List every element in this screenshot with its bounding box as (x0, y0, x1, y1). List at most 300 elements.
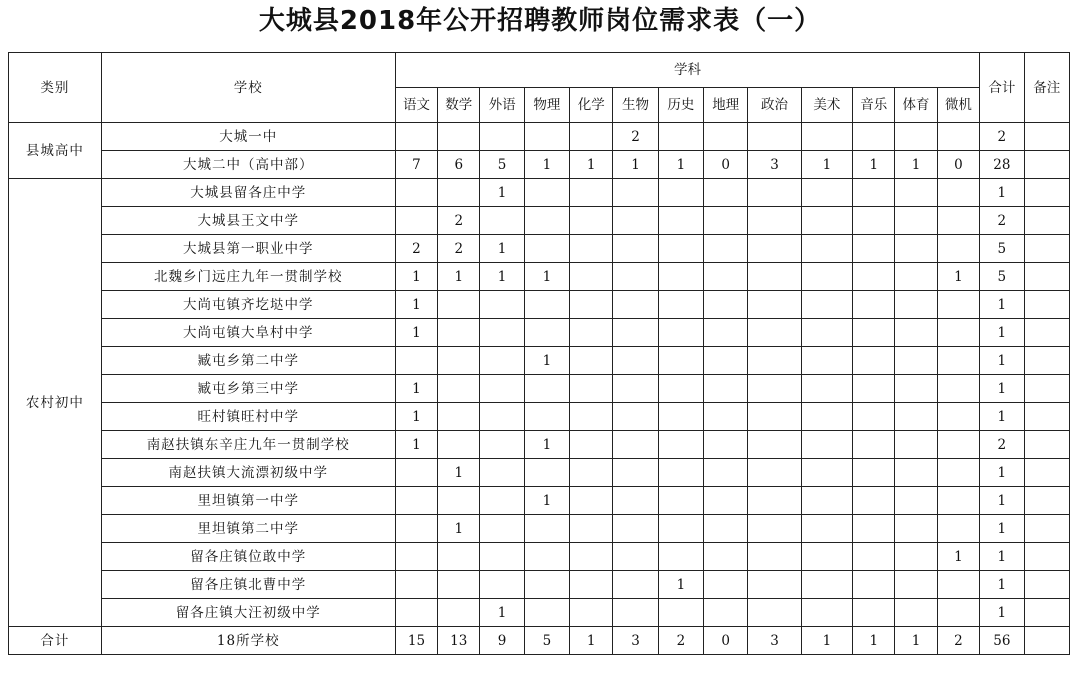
school-name-cell: 南赵扶镇东辛庄九年一贯制学校 (101, 431, 395, 459)
subject-count-cell (438, 599, 480, 627)
subject-count-cell: 6 (438, 151, 480, 179)
subject-count-cell (480, 123, 524, 151)
subject-count-cell (395, 487, 437, 515)
subject-count-cell (748, 543, 801, 571)
subject-count-cell (704, 263, 748, 291)
table-row (9, 375, 1070, 403)
subject-count-cell (704, 375, 748, 403)
subject-count-cell (704, 123, 748, 151)
category-cell: 县城高中 (9, 123, 102, 179)
note-cell (1024, 347, 1070, 375)
subject-count-cell (895, 515, 937, 543)
header-subject: 历史 (658, 88, 703, 123)
subject-count-cell (658, 431, 703, 459)
subject-count-cell (613, 599, 658, 627)
summary-subject-total: 1 (570, 627, 613, 655)
subject-count-cell (480, 207, 524, 235)
subject-count-cell: 1 (395, 375, 437, 403)
subject-count-cell (801, 431, 852, 459)
subject-count-cell (480, 571, 524, 599)
summary-subject-total: 1 (895, 627, 937, 655)
school-name-cell: 留各庄镇北曹中学 (101, 571, 395, 599)
subject-count-cell (480, 347, 524, 375)
subject-count-cell (748, 515, 801, 543)
summary-subject-total: 9 (480, 627, 524, 655)
subject-count-cell (704, 543, 748, 571)
subject-count-cell (480, 375, 524, 403)
subject-count-cell (395, 123, 437, 151)
subject-count-cell (570, 319, 613, 347)
row-total-cell: 2 (980, 431, 1024, 459)
subject-count-cell (801, 375, 852, 403)
subject-count-cell (613, 515, 658, 543)
header-subject: 生物 (613, 88, 658, 123)
subject-count-cell (395, 515, 437, 543)
school-name-cell: 臧屯乡第三中学 (101, 375, 395, 403)
subject-count-cell (801, 543, 852, 571)
school-name-cell: 南赵扶镇大流漂初级中学 (101, 459, 395, 487)
subject-count-cell (570, 179, 613, 207)
subject-count-cell: 5 (480, 151, 524, 179)
subject-count-cell (801, 291, 852, 319)
summary-grand-total: 56 (980, 627, 1024, 655)
subject-count-cell (613, 347, 658, 375)
subject-count-cell (570, 543, 613, 571)
subject-count-cell (480, 431, 524, 459)
row-total-cell: 5 (980, 263, 1024, 291)
subject-count-cell (613, 319, 658, 347)
subject-count-cell: 1 (480, 599, 524, 627)
subject-count-cell (570, 487, 613, 515)
note-cell (1024, 459, 1070, 487)
subject-count-cell (748, 319, 801, 347)
row-total-cell: 1 (980, 459, 1024, 487)
table-row (9, 319, 1070, 347)
subject-count-cell (895, 459, 937, 487)
subject-count-cell (480, 515, 524, 543)
subject-count-cell (853, 543, 895, 571)
table-row (9, 459, 1070, 487)
subject-count-cell: 2 (438, 207, 480, 235)
subject-count-cell (524, 459, 569, 487)
subject-count-cell (613, 375, 658, 403)
subject-count-cell: 1 (524, 263, 569, 291)
subject-count-cell (395, 543, 437, 571)
subject-count-cell (937, 599, 979, 627)
subject-count-cell (658, 319, 703, 347)
subject-count-cell (570, 235, 613, 263)
subject-count-cell (895, 599, 937, 627)
subject-count-cell (748, 431, 801, 459)
subject-count-cell (801, 403, 852, 431)
header-notes: 备注 (1024, 53, 1070, 123)
subject-count-cell (658, 291, 703, 319)
subject-count-cell (658, 235, 703, 263)
subject-count-cell: 7 (395, 151, 437, 179)
subject-count-cell (658, 403, 703, 431)
note-cell (1024, 599, 1070, 627)
school-name-cell: 里坦镇第二中学 (101, 515, 395, 543)
school-name-cell: 大尚屯镇大阜村中学 (101, 319, 395, 347)
row-total-cell: 1 (980, 515, 1024, 543)
subject-count-cell (748, 571, 801, 599)
subject-count-cell (658, 123, 703, 151)
header-subject: 政治 (748, 88, 801, 123)
subject-count-cell (704, 487, 748, 515)
subject-count-cell (570, 291, 613, 319)
subject-count-cell (801, 571, 852, 599)
subject-count-cell (853, 375, 895, 403)
subject-count-cell (853, 459, 895, 487)
subject-count-cell (801, 207, 852, 235)
subject-count-cell (704, 515, 748, 543)
summary-subject-total: 15 (395, 627, 437, 655)
subject-count-cell (524, 319, 569, 347)
header-school: 学校 (101, 53, 395, 123)
subject-count-cell (613, 207, 658, 235)
subject-count-cell (895, 319, 937, 347)
subject-count-cell: 0 (704, 151, 748, 179)
subject-count-cell (748, 403, 801, 431)
subject-count-cell (704, 207, 748, 235)
subject-count-cell: 1 (395, 291, 437, 319)
subject-count-cell: 2 (395, 235, 437, 263)
subject-count-cell (480, 459, 524, 487)
subject-count-cell (937, 319, 979, 347)
school-name-cell: 大城县第一职业中学 (101, 235, 395, 263)
subject-count-cell: 1 (480, 235, 524, 263)
header-subjects-group: 学科 (395, 53, 979, 88)
school-name-cell: 大城县留各庄中学 (101, 179, 395, 207)
school-name-cell: 里坦镇第一中学 (101, 487, 395, 515)
header-subject: 微机 (937, 88, 979, 123)
subject-count-cell (748, 235, 801, 263)
subject-count-cell (438, 543, 480, 571)
subject-count-cell (801, 459, 852, 487)
subject-count-cell (801, 515, 852, 543)
summary-subject-total: 5 (524, 627, 569, 655)
school-name-cell: 大城县王文中学 (101, 207, 395, 235)
subject-count-cell (937, 291, 979, 319)
subject-count-cell (937, 403, 979, 431)
subject-count-cell: 1 (853, 151, 895, 179)
row-total-cell: 1 (980, 179, 1024, 207)
subject-count-cell: 2 (438, 235, 480, 263)
table-row (9, 571, 1070, 599)
summary-subject-total: 1 (853, 627, 895, 655)
subject-count-cell (937, 459, 979, 487)
subject-count-cell (895, 291, 937, 319)
subject-count-cell (853, 599, 895, 627)
subject-count-cell (895, 347, 937, 375)
note-cell (1024, 487, 1070, 515)
subject-count-cell (438, 123, 480, 151)
subject-count-cell (704, 571, 748, 599)
table-row (9, 515, 1070, 543)
subject-count-cell (524, 571, 569, 599)
header-subject: 外语 (480, 88, 524, 123)
table-row (9, 403, 1070, 431)
subject-count-cell (937, 235, 979, 263)
subject-count-cell (937, 375, 979, 403)
table-row (9, 263, 1070, 291)
subject-count-cell (895, 179, 937, 207)
subject-count-cell (937, 431, 979, 459)
subject-count-cell: 3 (748, 151, 801, 179)
subject-count-cell (613, 263, 658, 291)
subject-count-cell (395, 207, 437, 235)
subject-count-cell (570, 571, 613, 599)
subject-count-cell: 1 (801, 151, 852, 179)
subject-count-cell (748, 179, 801, 207)
subject-count-cell (613, 179, 658, 207)
note-cell (1024, 431, 1070, 459)
subject-count-cell (658, 347, 703, 375)
row-total-cell: 1 (980, 571, 1024, 599)
note-cell (1024, 375, 1070, 403)
subject-count-cell: 2 (613, 123, 658, 151)
subject-count-cell (704, 291, 748, 319)
subject-count-cell (658, 515, 703, 543)
table-row (9, 179, 1070, 207)
summary-subject-total: 1 (801, 627, 852, 655)
subject-count-cell (937, 207, 979, 235)
subject-count-cell (658, 263, 703, 291)
subject-count-cell (853, 347, 895, 375)
subject-count-cell (801, 123, 852, 151)
page-title: 大城县2018年公开招聘教师岗位需求表（一） (258, 6, 822, 36)
subject-count-cell (895, 571, 937, 599)
subject-count-cell (613, 459, 658, 487)
subject-count-cell (570, 207, 613, 235)
subject-count-cell (613, 291, 658, 319)
subject-count-cell (658, 599, 703, 627)
school-name-cell: 留各庄镇大汪初级中学 (101, 599, 395, 627)
subject-count-cell (524, 403, 569, 431)
note-cell (1024, 291, 1070, 319)
subject-count-cell (748, 599, 801, 627)
table-row (9, 347, 1070, 375)
subject-count-cell (438, 319, 480, 347)
row-total-cell: 1 (980, 319, 1024, 347)
subject-count-cell: 1 (658, 151, 703, 179)
subject-count-cell (704, 319, 748, 347)
recruitment-table (8, 52, 1070, 655)
subject-count-cell (524, 599, 569, 627)
subject-count-cell (895, 207, 937, 235)
subject-count-cell (704, 179, 748, 207)
subject-count-cell (395, 459, 437, 487)
header-total: 合计 (980, 53, 1024, 123)
row-total-cell: 1 (980, 487, 1024, 515)
subject-count-cell (853, 263, 895, 291)
subject-count-cell (748, 291, 801, 319)
subject-count-cell (801, 487, 852, 515)
subject-count-cell (438, 403, 480, 431)
subject-count-cell (658, 179, 703, 207)
table-row (9, 487, 1070, 515)
subject-count-cell (801, 263, 852, 291)
subject-count-cell (438, 179, 480, 207)
subject-count-cell (570, 347, 613, 375)
subject-count-cell (853, 487, 895, 515)
subject-count-cell (853, 431, 895, 459)
subject-count-cell: 1 (524, 487, 569, 515)
subject-count-cell (801, 599, 852, 627)
subject-count-cell (853, 123, 895, 151)
subject-count-cell (748, 459, 801, 487)
subject-count-cell (524, 543, 569, 571)
header-subject: 语文 (395, 88, 437, 123)
subject-count-cell (937, 347, 979, 375)
subject-count-cell (937, 123, 979, 151)
subject-count-cell (748, 207, 801, 235)
subject-count-cell (613, 431, 658, 459)
summary-subject-total: 3 (748, 627, 801, 655)
subject-count-cell (937, 487, 979, 515)
header-subject: 地理 (704, 88, 748, 123)
school-name-cell: 大城一中 (101, 123, 395, 151)
header-subject: 美术 (801, 88, 852, 123)
subject-count-cell: 1 (480, 263, 524, 291)
subject-count-cell (570, 431, 613, 459)
subject-count-cell (570, 263, 613, 291)
table-row (9, 123, 1070, 151)
subject-count-cell (748, 123, 801, 151)
school-name-cell: 大城二中（高中部） (101, 151, 395, 179)
header-subject: 化学 (570, 88, 613, 123)
summary-subject-total: 2 (658, 627, 703, 655)
subject-count-cell (801, 179, 852, 207)
subject-count-cell: 1 (658, 571, 703, 599)
subject-count-cell (613, 543, 658, 571)
subject-count-cell (704, 235, 748, 263)
subject-count-cell: 1 (480, 179, 524, 207)
summary-subject-total: 13 (438, 627, 480, 655)
subject-count-cell (895, 431, 937, 459)
subject-count-cell (853, 571, 895, 599)
subject-count-cell (570, 375, 613, 403)
row-total-cell: 1 (980, 291, 1024, 319)
header-subject: 体育 (895, 88, 937, 123)
subject-count-cell (570, 459, 613, 487)
subject-count-cell (480, 487, 524, 515)
subject-count-cell (853, 291, 895, 319)
school-name-cell: 大尚屯镇齐圪垯中学 (101, 291, 395, 319)
header-category: 类别 (9, 53, 102, 123)
subject-count-cell: 1 (438, 263, 480, 291)
table-row (9, 291, 1070, 319)
subject-count-cell (480, 291, 524, 319)
subject-count-cell (438, 375, 480, 403)
subject-count-cell (524, 515, 569, 543)
subject-count-cell: 1 (937, 543, 979, 571)
subject-count-cell (613, 571, 658, 599)
subject-count-cell (395, 599, 437, 627)
table-row (9, 235, 1070, 263)
subject-count-cell (570, 403, 613, 431)
note-cell (1024, 235, 1070, 263)
note-cell (1024, 179, 1070, 207)
summary-note (1024, 627, 1070, 655)
table-row (9, 151, 1070, 179)
subject-count-cell (524, 235, 569, 263)
subject-count-cell (613, 235, 658, 263)
subject-count-cell (570, 515, 613, 543)
subject-count-cell: 1 (613, 151, 658, 179)
table-row (9, 207, 1070, 235)
subject-count-cell (524, 123, 569, 151)
subject-count-cell (895, 543, 937, 571)
subject-count-cell (853, 207, 895, 235)
subject-count-cell (937, 571, 979, 599)
subject-count-cell (748, 263, 801, 291)
row-total-cell: 28 (980, 151, 1024, 179)
subject-count-cell: 1 (937, 263, 979, 291)
subject-count-cell (658, 543, 703, 571)
note-cell (1024, 515, 1070, 543)
subject-count-cell: 1 (395, 319, 437, 347)
subject-count-cell (524, 207, 569, 235)
table-row (9, 599, 1070, 627)
summary-subject-total: 3 (613, 627, 658, 655)
subject-count-cell (480, 543, 524, 571)
subject-count-cell (748, 375, 801, 403)
summary-row (9, 627, 1070, 655)
school-name-cell: 北魏乡门远庄九年一贯制学校 (101, 263, 395, 291)
subject-count-cell (853, 319, 895, 347)
subject-count-cell (524, 375, 569, 403)
subject-count-cell (801, 319, 852, 347)
subject-count-cell (704, 459, 748, 487)
subject-count-cell (895, 403, 937, 431)
note-cell (1024, 319, 1070, 347)
subject-count-cell (395, 179, 437, 207)
category-cell: 农村初中 (9, 179, 102, 627)
subject-count-cell: 1 (438, 515, 480, 543)
summary-label: 合计 (9, 627, 102, 655)
subject-count-cell: 1 (395, 263, 437, 291)
subject-count-cell (438, 571, 480, 599)
subject-count-cell (895, 487, 937, 515)
subject-count-cell (704, 403, 748, 431)
subject-count-cell (524, 291, 569, 319)
subject-count-cell (853, 179, 895, 207)
row-total-cell: 1 (980, 347, 1024, 375)
row-total-cell: 2 (980, 207, 1024, 235)
school-name-cell: 留各庄镇位敢中学 (101, 543, 395, 571)
subject-count-cell (853, 235, 895, 263)
subject-count-cell (395, 571, 437, 599)
subject-count-cell (438, 487, 480, 515)
table-row (9, 543, 1070, 571)
note-cell (1024, 571, 1070, 599)
subject-count-cell: 1 (395, 431, 437, 459)
summary-subject-total: 2 (937, 627, 979, 655)
subject-count-cell (853, 403, 895, 431)
note-cell (1024, 263, 1070, 291)
row-total-cell: 1 (980, 375, 1024, 403)
note-cell (1024, 403, 1070, 431)
subject-count-cell (480, 403, 524, 431)
row-total-cell: 2 (980, 123, 1024, 151)
school-name-cell: 臧屯乡第二中学 (101, 347, 395, 375)
note-cell (1024, 543, 1070, 571)
row-total-cell: 1 (980, 403, 1024, 431)
row-total-cell: 5 (980, 235, 1024, 263)
summary-subject-total: 0 (704, 627, 748, 655)
subject-count-cell (748, 487, 801, 515)
